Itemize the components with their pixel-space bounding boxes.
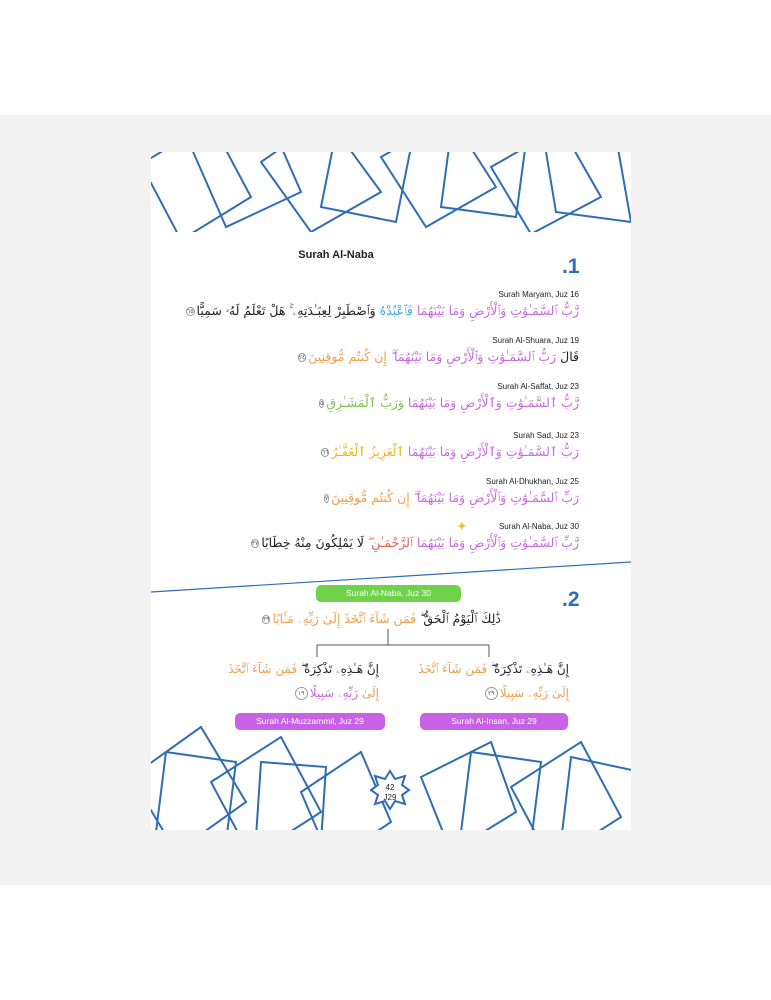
ayah-segment: رَبُّ ٱلسَّمَـٰوَٰتِ وَٱلْأَرْضِ وَمَا بَيْنَهُمَا bbox=[403, 444, 579, 459]
right-surah-label: Surah Al-Insan, Juz 29 bbox=[420, 713, 568, 730]
section-number-2: .2 bbox=[562, 588, 580, 611]
ayah-segment: فَمَن شَآءَ ٱتَّخَذَ إِلَىٰ رَبِّهِۦ سَبِيلًا bbox=[418, 662, 569, 700]
sparkle-icon: ✦ bbox=[456, 519, 468, 535]
ayah-segment: رَبُّ ٱلسَّمَـٰوَٰتِ وَٱلْأَرْضِ وَمَا بَيْنَهُمَآ bbox=[390, 349, 557, 364]
surah-reference: Surah Maryam, Juz 16 bbox=[498, 290, 579, 299]
verse-number-marker: ٢٩ bbox=[485, 687, 498, 700]
ayah-segment: ۖ لَا يَمْلِكُونَ مِنْهُ خِطَابًا bbox=[261, 535, 369, 550]
ayah-segment: رَبِّ ٱلسَّمَـٰوَٰتِ وَٱلْأَرْضِ وَمَا بَيْنَهُمَآ bbox=[413, 490, 579, 505]
ayah-segment: إِنَّ هَـٰذِهِۦ تَذْكِرَةٌ ۖ bbox=[297, 662, 379, 676]
ayah-segment: وَٱصْطَبِرْ لِعِبَـٰدَتِهِۦ ۚ هَلْ تَعْلَمُ لَهُۥ سَمِيًّا bbox=[196, 303, 376, 318]
verse-number-marker: ٦٥ bbox=[187, 308, 194, 315]
surah-reference: Surah Al-Dhukhan, Juz 25 bbox=[486, 477, 579, 486]
page-number: 42 bbox=[385, 783, 395, 792]
surah-reference: Surah Al-Naba, Juz 30 bbox=[498, 522, 579, 531]
verse-number-marker: ٣٧ bbox=[251, 540, 259, 547]
ayah-segment: فَمَن شَآءَ ٱتَّخَذَ إِلَىٰ bbox=[228, 662, 379, 700]
ayah-segment: وَرَبُّ ٱلْمَشَـٰرِقِ bbox=[326, 395, 404, 410]
verse-number-marker: ٥ bbox=[320, 400, 324, 407]
verse-number-marker: ٧ bbox=[324, 495, 329, 502]
section-number-1: .1 bbox=[562, 255, 580, 278]
juz-label: J29 bbox=[383, 793, 397, 802]
ayah-segment: رَبِّهِۦ سَبِيلًا bbox=[309, 686, 359, 700]
verse-number-marker: ١٩ bbox=[295, 687, 308, 700]
ayah-segment: ٱلْعَزِيزُ ٱلْغَفَّـٰرُ bbox=[331, 444, 404, 459]
book-page bbox=[151, 152, 631, 830]
ayah-segment: ذَٰلِكَ ٱلْيَوْمُ ٱلْحَقُّ ۖ bbox=[416, 611, 501, 626]
left-surah-label: Surah Al-Muzzammil, Juz 29 bbox=[235, 713, 385, 730]
ayah-segment: رَّبُّ ٱلسَّمَـٰوَٰتِ وَٱلْأَرْضِ وَمَا بَيْنَهُمَا bbox=[403, 395, 579, 410]
ayah-segment: رَّبُّ ٱلسَّمَـٰوَٰتِ وَٱلْأَرْضِ وَمَا بَيْنَهُمَا bbox=[412, 303, 579, 318]
top-surah-label: Surah Al-Naba, Juz 30 bbox=[316, 585, 461, 602]
ayah-segment: ٱلرَّحْمَـٰنِ bbox=[368, 535, 413, 550]
bottom-geometric-decoration bbox=[151, 152, 631, 830]
ayah-segment: قَالَ bbox=[556, 349, 579, 364]
verse-number-marker: ٦٦ bbox=[322, 449, 329, 456]
verse-number-marker: ٣٩ bbox=[262, 616, 270, 623]
ayah-segment: فَٱعْبُدْهُ bbox=[375, 303, 413, 318]
surah-reference: Surah Al-Saffat, Juz 23 bbox=[497, 382, 579, 391]
surah-reference: Surah Al-Shuara, Juz 19 bbox=[492, 336, 579, 345]
ayah-segment: ۖ إِن كُنتُم مُّوقِنِينَ bbox=[308, 349, 391, 364]
section-title: Surah Al-Naba bbox=[298, 249, 374, 261]
ayah-segment: ۖ إِن كُنتُم مُّوقِنِينَ bbox=[331, 490, 414, 505]
verse-number-marker: ٢٤ bbox=[298, 354, 306, 361]
ayah-segment: رَّبِّ ٱلسَّمَـٰوَٰتِ وَٱلْأَرْضِ وَمَا بَيْنَهُمَا bbox=[412, 535, 579, 550]
page-badge bbox=[369, 783, 411, 803]
surah-reference: Surah Sad, Juz 23 bbox=[513, 431, 579, 440]
ayah-segment: فَمَن شَآءَ ٱتَّخَذَ إِلَىٰ رَبِّهِۦ مَـَٔابًا bbox=[272, 611, 417, 626]
ayah-segment: إِنَّ هَـٰذِهِۦ تَذْكِرَةٌ ۖ bbox=[487, 662, 569, 676]
